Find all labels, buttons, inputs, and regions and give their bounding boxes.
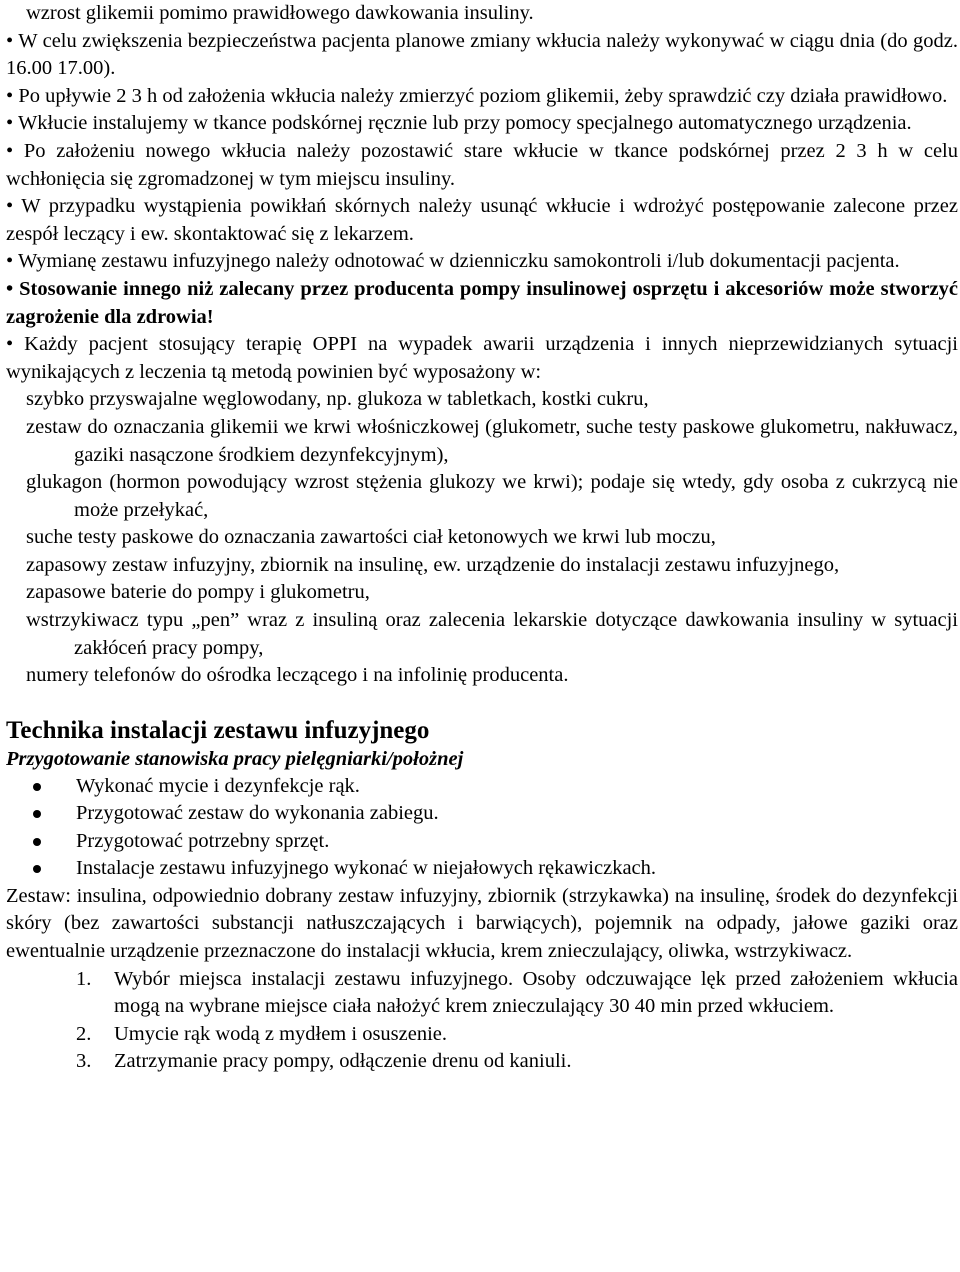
dash-item-text: szybko przyswajalne węglowodany, np. glukoza w tabletkach, kostki cukru, xyxy=(26,388,649,411)
dash-marker xyxy=(6,524,26,552)
dash-marker xyxy=(6,552,26,580)
section-subtitle: Przygotowanie stanowiska pracy pielęgniarki/położnej xyxy=(6,747,464,770)
dash-item-text: zestaw do oznaczania glikemii we krwi włośniczkowej (glukometr, suche testy paskowe glukometru, nakłuwacz, gaziki nasączone środkiem dezynfekcyjnym), xyxy=(26,415,958,466)
bullet-text: Po upływie 2 3 h od założenia wkłucia należy zmierzyć poziom glikemii, żeby sprawdzić czy działa prawidłowo. xyxy=(18,84,948,107)
prep-list-item: Wykonać mycie i dezynfekcje rąk. xyxy=(6,773,958,801)
bullet-marker: • xyxy=(6,84,14,107)
prep-list-item: Instalacje zestawu infuzyjnego wykonać w niejałowych rękawiczkach. xyxy=(6,855,958,883)
warning-paragraph xyxy=(6,276,958,331)
dash-item-text: wzrost glikemii pomimo prawidłowego dawkowania insuliny. xyxy=(26,2,534,24)
section-spacer xyxy=(6,690,958,716)
kit-contents-paragraph: Zestaw: insulina, odpowiednio dobrany zestaw infuzyjny, zbiornik (strzykawka) na insulinę, środek do dezynfekcji skóry (bez zawartości substancji natłuszczających i barwiących), pojemnik na odpady, jałowe gaziki oraz ewentualnie urządzenie przeznaczone do instalacji wkłucia, krem znieczulający, oliwka, wstrzykiwacz. xyxy=(6,884,958,963)
step-text: Umycie rąk wodą z mydłem i osuszenie. xyxy=(114,1022,448,1045)
dash-marker xyxy=(6,607,26,635)
dash-marker xyxy=(6,0,26,28)
bullet-text: Wkłucie instalujemy w tkance podskórnej ręcznie lub przy pomocy specjalnego automatycznego urządzenia. xyxy=(17,112,912,135)
step-text: Zatrzymanie pracy pompy, odłączenie drenu od kaniuli. xyxy=(114,1050,572,1073)
warning-text: Stosowanie innego niż zalecany przez producenta pompy insulinowej osprzętu i akcesoriów może stworzyć zagrożenie dla zdrowia! xyxy=(6,277,958,328)
bullet-paragraph xyxy=(6,83,958,111)
bullet-marker: • xyxy=(6,250,14,273)
bullet-marker: • xyxy=(6,277,14,300)
intro-dash-item xyxy=(6,0,958,28)
emergency-kit-text: Każdy pacjent stosujący terapię OPPI na wypadek awarii urządzenia i innych nieprzewidzianych sytuacji wynikających z leczenia tą metodą powinien być wyposażony w: xyxy=(6,333,959,383)
dash-marker xyxy=(6,579,26,607)
kit-dash-item xyxy=(6,607,958,662)
dash-item-text: numery telefonów do ośrodka leczącego i na infolinię producenta. xyxy=(26,664,569,687)
dash-marker xyxy=(6,386,26,414)
kit-dash-item xyxy=(6,386,958,414)
bullet-paragraph xyxy=(6,248,958,276)
bullet-marker: • xyxy=(6,139,14,162)
bullet-paragraph xyxy=(6,193,958,248)
dash-marker xyxy=(6,469,26,497)
section-title: Technika instalacji zestawu infuzyjnego xyxy=(6,716,430,744)
bullet-marker: • xyxy=(6,29,14,52)
document-page xyxy=(6,0,958,1076)
step-number: 3. xyxy=(76,1050,92,1073)
bullet-marker: • xyxy=(6,333,14,356)
prep-list xyxy=(6,773,958,883)
step-text: Wybór miejsca instalacji zestawu infuzyjnego. Osoby odczuwające lęk przed założeniem wkłucia mogą na wybrane miejsce ciała nałożyć krem znieczulający 30 40 min przed wkłuciem. xyxy=(114,967,958,1018)
dash-item-text: glukagon (hormon powodujący wzrost stężenia glukozy we krwi); podaje się wtedy, gdy osoba z cukrzycą nie może przełykać, xyxy=(26,471,958,521)
bullet-paragraph xyxy=(6,138,958,193)
prep-list-item: Przygotować potrzebny sprzęt. xyxy=(6,828,958,856)
dash-item-text: zapasowe baterie do pompy i glukometru, xyxy=(26,581,370,604)
bullet-marker: • xyxy=(6,195,14,218)
kit-dash-item xyxy=(6,469,958,524)
bullet-paragraph xyxy=(6,28,958,83)
bullet-text: W przypadku wystąpienia powikłań skórnych należy usunąć wkłucie i wdrożyć postępowanie zalecone przez zespół leczący i ew. skontaktować się z lekarzem. xyxy=(6,195,958,245)
kit-dash-item xyxy=(6,552,958,580)
dash-item-text: wstrzykiwacz typu „pen” wraz z insuliną oraz zalecenia lekarskie dotyczące dawkowania insuliny w sytuacji zakłóceń pracy pompy, xyxy=(26,609,958,659)
dash-item-text: suche testy paskowe do oznaczania zawartości ciał ketonowych we krwi lub moczu, xyxy=(26,526,716,549)
step-number: 1. xyxy=(76,967,92,990)
kit-dash-item xyxy=(6,662,958,690)
step-item xyxy=(6,1021,958,1049)
step-item xyxy=(6,1048,958,1076)
dash-marker xyxy=(6,414,26,442)
emergency-kit-paragraph xyxy=(6,331,958,386)
bullet-text: Po założeniu nowego wkłucia należy pozostawić stare wkłucie w tkance podskórnej przez 2 3 h w celu wchłonięcia się zgromadzonej w tym miejscu insuliny. xyxy=(6,139,958,190)
prep-list-item: Przygotować zestaw do wykonania zabiegu. xyxy=(6,800,958,828)
step-item xyxy=(6,966,958,1021)
kit-dash-item xyxy=(6,524,958,552)
kit-dash-item xyxy=(6,579,958,607)
bullet-marker: • xyxy=(6,112,14,135)
bullet-text: W celu zwiększenia bezpieczeństwa pacjenta planowe zmiany wkłucia należy wykonywać w ciągu dnia (do godz. 16.00 17.00). xyxy=(6,29,958,80)
dash-marker xyxy=(6,662,26,690)
step-number: 2. xyxy=(76,1022,92,1045)
steps-list xyxy=(6,966,958,1076)
bullet-text: Wymianę zestawu infuzyjnego należy odnotować w dzienniczku samokontroli i/lub dokumentacji pacjenta. xyxy=(17,250,900,273)
kit-dash-item xyxy=(6,414,958,469)
bullet-paragraph xyxy=(6,110,958,138)
dash-item-text: zapasowy zestaw infuzyjny, zbiornik na insulinę, ew. urządzenie do instalacji zestawu infuzyjnego, xyxy=(26,553,840,576)
